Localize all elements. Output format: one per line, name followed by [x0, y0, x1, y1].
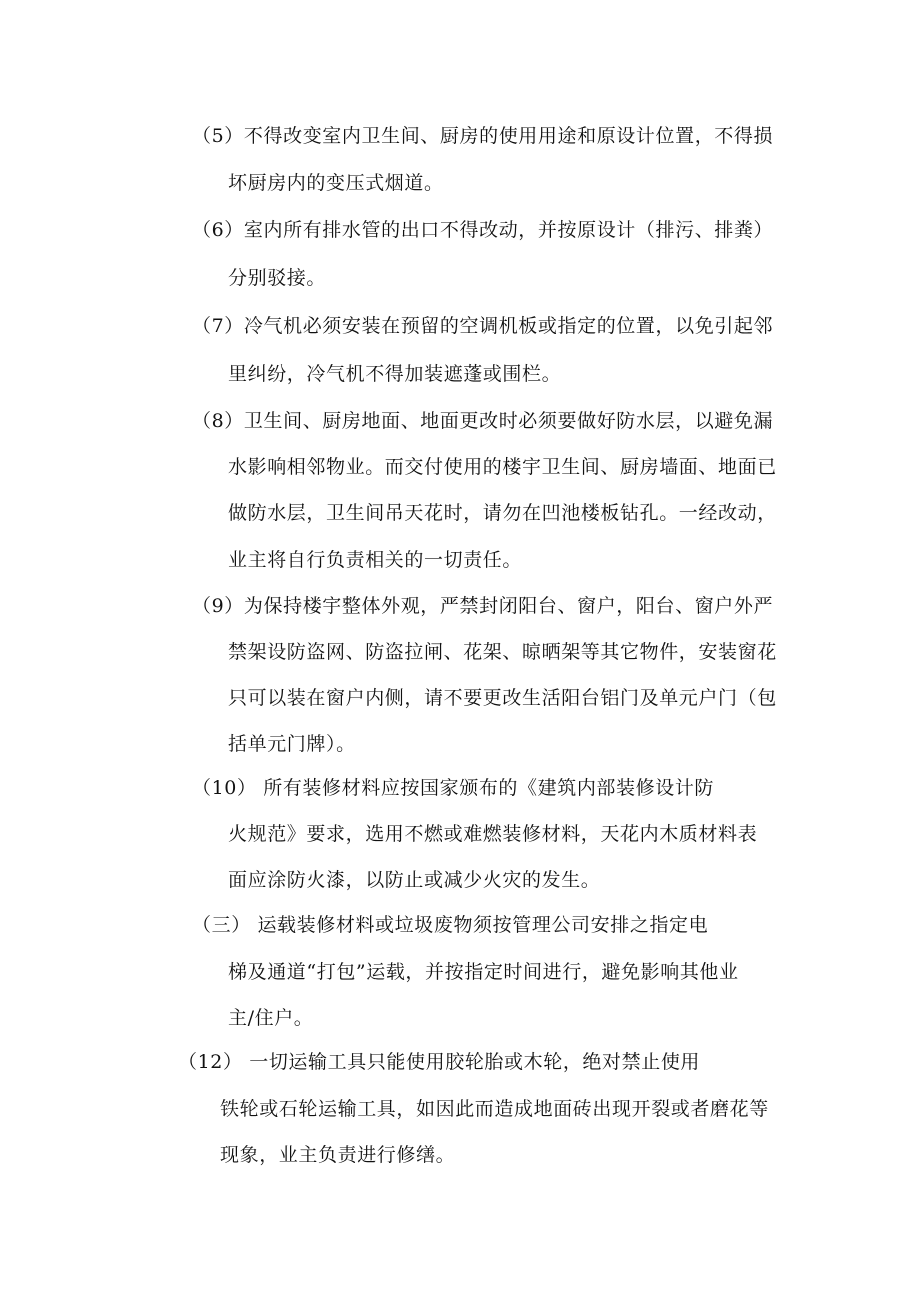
paragraph-9-line-1: （9）为保持楼宇整体外观，严禁封闭阳台、窗户，阳台、窗户外严: [192, 595, 774, 617]
paragraph-5-line-2: 坏厨房内的变压式烟道。: [228, 172, 444, 194]
paragraph-3-line-3: 主/住户。: [228, 1007, 314, 1029]
paragraph-9-line-3: 只可以装在窗户内侧，请不要更改生活阳台铝门及单元户门（包: [228, 687, 777, 709]
paragraph-3-line-2: 梯及通道“打包”运载，并按指定时间进行，避免影响其他业: [228, 961, 739, 983]
paragraph-10-line-3: 面应涂防火漆，以防止或减少火灾的发生。: [228, 869, 601, 891]
paragraph-8-line-3: 做防水层，卫生间吊天花时，请勿在凹池楼板钻孔。一经改动，: [228, 502, 777, 524]
paragraph-3-line-1: （三） 运载装修材料或垃圾废物须按管理公司安排之指定电: [192, 914, 709, 936]
paragraph-12-line-2: 铁轮或石轮运输工具，如因此而造成地面砖出现开裂或者磨花等: [220, 1098, 769, 1120]
paragraph-8-line-1: （8）卫生间、厨房地面、地面更改时必须要做好防水层，以避免漏: [192, 410, 774, 432]
paragraph-8-line-4: 业主将自行负责相关的一切责任。: [228, 549, 523, 571]
paragraph-12-line-1: （12） 一切运输工具只能使用胶轮胎或木轮，绝对禁止使用: [178, 1051, 701, 1073]
paragraph-7-line-1: （7）冷气机必须安装在预留的空调机板或指定的位置，以免引起邻: [192, 315, 774, 337]
paragraph-6-line-1: （6）室内所有排水管的出口不得改动，并按原设计（排污、排粪）: [192, 219, 774, 241]
paragraph-12-line-3: 现象，业主负责进行修缮。: [220, 1144, 456, 1166]
paragraph-9-line-2: 禁架设防盗网、防盗拉闸、花架、晾晒架等其它物件，安装窗花: [228, 641, 777, 663]
paragraph-10-line-2: 火规范》要求，选用不燃或难燃装修材料，天花内木质材料表: [228, 823, 758, 845]
paragraph-9-line-4: 括单元门牌）。: [228, 733, 356, 755]
paragraph-6-line-2: 分别驳接。: [228, 267, 327, 289]
paragraph-8-line-2: 水影响相邻物业。而交付使用的楼宇卫生间、厨房墙面、地面已: [228, 456, 777, 478]
paragraph-5-line-1: （5）不得改变室内卫生间、厨房的使用用途和原设计位置，不得损: [192, 125, 774, 147]
paragraph-10-line-1: （10） 所有装修材料应按国家颁布的《建筑内部装修设计防: [192, 777, 715, 799]
paragraph-7-line-2: 里纠纷，冷气机不得加装遮蓬或围栏。: [228, 363, 562, 385]
